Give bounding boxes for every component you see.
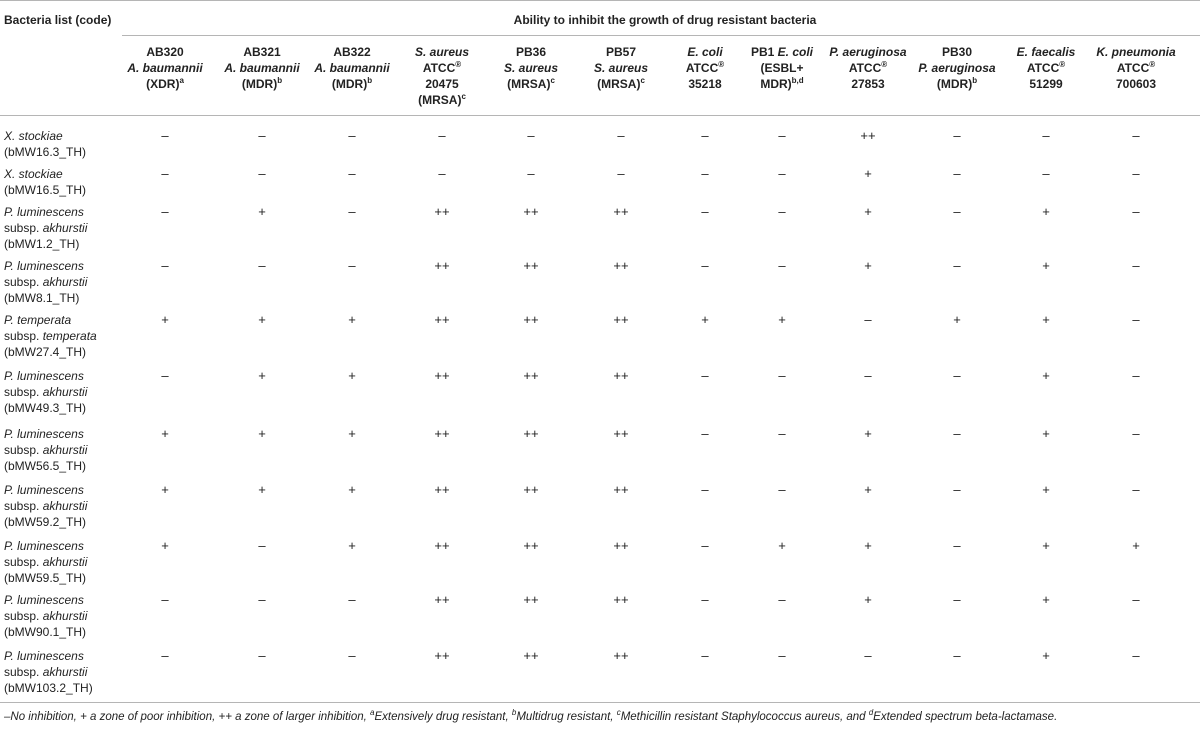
superscript: ® xyxy=(881,60,888,69)
text-part: 27853 xyxy=(851,77,885,91)
column-header-ab322 xyxy=(310,44,394,92)
table-cell: ++ xyxy=(434,648,450,663)
italic-part: akhurstii xyxy=(42,443,88,457)
table-cell: – xyxy=(864,368,872,383)
table-cell: – xyxy=(778,482,786,497)
text-part: ATCC xyxy=(848,61,882,75)
text-part: P. luminescens xyxy=(4,369,84,383)
footnote-text: Multidrug resistant, xyxy=(516,711,617,723)
text-part: AB322 xyxy=(333,45,371,59)
text-part: subsp. xyxy=(4,609,43,623)
table-cell: ++ xyxy=(523,482,539,497)
table-cell: ++ xyxy=(613,204,629,219)
table-cell: + xyxy=(1042,592,1050,607)
text-part: ATCC xyxy=(1026,61,1060,75)
text-part: PB30 xyxy=(941,45,973,59)
table-cell: – xyxy=(701,128,709,143)
column-header-ecoli-35218 xyxy=(668,44,742,92)
text-part: P. temperata xyxy=(4,313,72,327)
table-cell: – xyxy=(348,166,356,181)
table-cell: + xyxy=(161,426,169,441)
table-cell: – xyxy=(258,258,266,273)
table-cell: – xyxy=(161,368,169,383)
table-cell: – xyxy=(701,538,709,553)
footnote-marker: d xyxy=(868,708,874,718)
column-header-pb1-ecoli xyxy=(742,44,822,92)
italic-part: akhurstii xyxy=(42,275,88,289)
italic-part: akhurstii xyxy=(42,221,88,235)
column-header-kpneumonia-700603 xyxy=(1093,44,1179,92)
text-part: S. aureus xyxy=(414,45,470,59)
table-cell: + xyxy=(348,368,356,383)
superscript: b xyxy=(277,76,283,85)
footnote-text: –No inhibition, + a zone of poor inhibition, ++ a zone of larger inhibition, xyxy=(4,711,371,723)
table-cell: – xyxy=(161,592,169,607)
text-part: subsp. xyxy=(4,385,43,399)
table-cell: + xyxy=(953,312,961,327)
table-cell: + xyxy=(864,204,872,219)
table-cell: – xyxy=(778,204,786,219)
table-cell: – xyxy=(161,128,169,143)
table-cell: – xyxy=(617,128,625,143)
superscript: b,d xyxy=(791,76,804,85)
table-cell: – xyxy=(953,482,961,497)
table-cell: + xyxy=(1042,538,1050,553)
row-label xyxy=(4,592,87,640)
column-header-efaecalis-51299 xyxy=(1004,44,1088,92)
footnote-marker: c xyxy=(616,708,621,718)
spanner-rule xyxy=(122,35,1200,36)
table-cell: + xyxy=(1132,538,1140,553)
table-cell: – xyxy=(438,128,446,143)
row-label xyxy=(4,258,87,306)
text-part: S. aureus xyxy=(593,61,649,75)
text-part: P. luminescens xyxy=(4,649,84,663)
table-cell: – xyxy=(1132,312,1140,327)
text-part: subsp. xyxy=(4,275,43,289)
table-cell: ++ xyxy=(434,592,450,607)
table-cell: + xyxy=(258,204,266,219)
table-cell: – xyxy=(864,312,872,327)
text-part: P. aeruginosa xyxy=(918,61,996,75)
column-header-pb36 xyxy=(491,44,571,92)
table-cell: + xyxy=(701,312,709,327)
text-part: E. faecalis xyxy=(1016,45,1076,59)
superscript: b xyxy=(367,76,373,85)
table-cell: – xyxy=(953,258,961,273)
text-part: K. pneumonia xyxy=(1096,45,1176,59)
table-cell: ++ xyxy=(434,538,450,553)
text-part: (bMW59.5_TH) xyxy=(4,571,87,585)
table-cell: + xyxy=(1042,648,1050,663)
table-cell: + xyxy=(161,312,169,327)
superscript: ® xyxy=(1059,60,1066,69)
text-part: (MRSA) xyxy=(597,77,641,91)
footnote-text: Extended spectrum beta-lactamase. xyxy=(873,711,1058,723)
table-cell: ++ xyxy=(613,426,629,441)
text-part: (bMW27.4_TH) xyxy=(4,345,87,359)
column-header-ab320 xyxy=(123,44,207,92)
text-part: (ESBL+ xyxy=(760,61,804,75)
text-part: P. luminescens xyxy=(4,593,84,607)
text-part: (bMW90.1_TH) xyxy=(4,625,87,639)
table-cell: ++ xyxy=(434,204,450,219)
table-cell: – xyxy=(778,128,786,143)
column-header-pb30 xyxy=(914,44,1000,92)
table-cell: + xyxy=(864,426,872,441)
text-part: subsp. xyxy=(4,499,43,513)
table-cell: + xyxy=(864,482,872,497)
row-label xyxy=(4,128,86,160)
table-cell: ++ xyxy=(523,258,539,273)
table-cell: – xyxy=(953,592,961,607)
text-part: X. stockiae xyxy=(4,129,63,143)
column-header-ab321 xyxy=(220,44,304,92)
text-part: (MDR) xyxy=(331,77,368,91)
stub-header: Bacteria list (code) xyxy=(4,13,112,27)
table-cell: – xyxy=(258,648,266,663)
text-part: AB320 xyxy=(146,45,184,59)
table-cell: + xyxy=(864,166,872,181)
italic-part: akhurstii xyxy=(42,665,88,679)
table-cell: ++ xyxy=(613,482,629,497)
text-part: (MRSA) xyxy=(507,77,551,91)
text-part: S. aureus xyxy=(503,61,559,75)
table-cell: ++ xyxy=(523,312,539,327)
table-cell: ++ xyxy=(523,592,539,607)
text-part: A. baumannii xyxy=(224,61,300,75)
table-cell: – xyxy=(1132,128,1140,143)
row-label xyxy=(4,312,97,360)
table-cell: – xyxy=(701,648,709,663)
table-cell: – xyxy=(527,128,535,143)
text-part: X. stockiae xyxy=(4,167,63,181)
table-cell: – xyxy=(161,258,169,273)
table-cell: + xyxy=(778,538,786,553)
table-cell: + xyxy=(1042,258,1050,273)
text-part: A. baumannii xyxy=(127,61,203,75)
text-part: (bMW59.2_TH) xyxy=(4,515,87,529)
table-cell: + xyxy=(1042,204,1050,219)
table-cell: – xyxy=(1132,166,1140,181)
table-cell: – xyxy=(778,648,786,663)
text-part: (bMW49.3_TH) xyxy=(4,401,87,415)
table-cell: – xyxy=(348,128,356,143)
table-cell: – xyxy=(953,166,961,181)
text-part: subsp. xyxy=(4,329,43,343)
text-part: (XDR) xyxy=(146,77,180,91)
superscript: c xyxy=(550,76,555,85)
table-cell: ++ xyxy=(523,204,539,219)
footnote-marker: b xyxy=(511,708,517,718)
top-rule xyxy=(0,0,1200,1)
text-part: (bMW1.2_TH) xyxy=(4,237,80,251)
spanning-header: Ability to inhibit the growth of drug resistant bacteria xyxy=(513,13,817,27)
text-part: (MDR) xyxy=(241,77,278,91)
table-cell: – xyxy=(348,592,356,607)
table-cell: – xyxy=(701,426,709,441)
text-part: PB57 xyxy=(605,45,637,59)
italic-part: akhurstii xyxy=(42,385,88,399)
table-cell: – xyxy=(258,128,266,143)
text-part: P. luminescens xyxy=(4,539,84,553)
table-cell: ++ xyxy=(434,482,450,497)
table-cell: – xyxy=(701,482,709,497)
text-part: ATCC xyxy=(685,61,719,75)
table-cell: + xyxy=(1042,426,1050,441)
table-footnote xyxy=(4,708,1058,723)
text-part: ATCC xyxy=(1116,61,1150,75)
text-part: MDR) xyxy=(760,77,792,91)
italic-part: akhurstii xyxy=(42,499,88,513)
table-cell: – xyxy=(1042,128,1050,143)
table-cell: ++ xyxy=(523,538,539,553)
table-cell: – xyxy=(778,368,786,383)
table-cell: + xyxy=(864,538,872,553)
table-cell: ++ xyxy=(523,368,539,383)
row-label xyxy=(4,648,93,696)
table-cell: – xyxy=(1132,648,1140,663)
text-part: A. baumannii xyxy=(314,61,390,75)
text-part: 700603 xyxy=(1115,77,1157,91)
text-part: subsp. xyxy=(4,221,43,235)
row-label xyxy=(4,426,87,474)
table-cell: ++ xyxy=(434,312,450,327)
italic-part: temperata xyxy=(42,329,97,343)
table-cell: – xyxy=(701,204,709,219)
table-cell: + xyxy=(348,538,356,553)
table-cell: ++ xyxy=(434,258,450,273)
table-cell: – xyxy=(778,592,786,607)
table-cell: + xyxy=(348,312,356,327)
text-part: P. luminescens xyxy=(4,205,84,219)
footnote-text: Extensively drug resistant, xyxy=(374,711,512,723)
table-cell: + xyxy=(1042,368,1050,383)
table-cell: ++ xyxy=(860,128,876,143)
table-cell: + xyxy=(258,368,266,383)
table-cell: + xyxy=(864,258,872,273)
text-part: 20475 xyxy=(425,77,459,91)
text-part: AB321 xyxy=(243,45,281,59)
table-cell: ++ xyxy=(613,312,629,327)
table-cell: ++ xyxy=(523,426,539,441)
italic-part: E. coli xyxy=(777,45,814,59)
table-cell: + xyxy=(258,312,266,327)
table-cell: – xyxy=(778,426,786,441)
superscript: c xyxy=(640,76,645,85)
table-cell: – xyxy=(1132,204,1140,219)
table-cell: + xyxy=(258,426,266,441)
table-cell: – xyxy=(778,258,786,273)
text-part: (bMW103.2_TH) xyxy=(4,681,93,695)
text-part: 35218 xyxy=(688,77,722,91)
table-cell: – xyxy=(953,538,961,553)
superscript: b xyxy=(972,76,978,85)
header-rule xyxy=(0,115,1200,116)
table-cell: – xyxy=(1042,166,1050,181)
table-cell: – xyxy=(953,648,961,663)
table-cell: – xyxy=(348,204,356,219)
table-cell: + xyxy=(348,426,356,441)
table-cell: + xyxy=(1042,312,1050,327)
text-part: (MDR) xyxy=(936,77,973,91)
table-cell: – xyxy=(348,258,356,273)
table-cell: + xyxy=(258,482,266,497)
table-cell: – xyxy=(161,204,169,219)
superscript: c xyxy=(461,92,466,101)
text-part: (bMW16.5_TH) xyxy=(4,183,87,197)
table-cell: ++ xyxy=(613,538,629,553)
table-cell: + xyxy=(161,538,169,553)
table-cell: ++ xyxy=(613,368,629,383)
table-cell: – xyxy=(527,166,535,181)
superscript: ® xyxy=(718,60,725,69)
column-header-paeruginosa-27853 xyxy=(825,44,911,92)
text-part: subsp. xyxy=(4,443,43,457)
table-cell: – xyxy=(258,592,266,607)
table-cell: ++ xyxy=(523,648,539,663)
table-cell: – xyxy=(864,648,872,663)
row-label xyxy=(4,368,87,416)
text-part: PB1 xyxy=(750,45,778,59)
text-part: P. luminescens xyxy=(4,427,84,441)
table-cell: – xyxy=(438,166,446,181)
table-cell: + xyxy=(1042,482,1050,497)
text-part: (MRSA) xyxy=(418,93,462,107)
table-cell: ++ xyxy=(613,258,629,273)
footnote-text: Methicillin resistant Staphylococcus aureus, and xyxy=(620,711,869,723)
text-part: ATCC xyxy=(422,61,456,75)
table-cell: + xyxy=(161,482,169,497)
table-cell: – xyxy=(258,538,266,553)
table-cell: – xyxy=(1132,482,1140,497)
table-cell: – xyxy=(1132,426,1140,441)
table-cell: + xyxy=(864,592,872,607)
text-part: (bMW16.3_TH) xyxy=(4,145,87,159)
text-part: P. luminescens xyxy=(4,259,84,273)
italic-part: akhurstii xyxy=(42,555,88,569)
table-cell: + xyxy=(778,312,786,327)
table-cell: – xyxy=(953,128,961,143)
text-part: subsp. xyxy=(4,555,43,569)
row-label xyxy=(4,482,87,530)
text-part: P. aeruginosa xyxy=(829,45,907,59)
table-cell: – xyxy=(617,166,625,181)
text-part: P. luminescens xyxy=(4,483,84,497)
footnote-marker: a xyxy=(370,708,375,718)
table-cell: – xyxy=(953,426,961,441)
column-header-pb57 xyxy=(581,44,661,92)
text-part: (bMW56.5_TH) xyxy=(4,459,87,473)
table-cell: – xyxy=(1132,592,1140,607)
table-cell: – xyxy=(348,648,356,663)
table-cell: – xyxy=(701,592,709,607)
table-cell: – xyxy=(953,368,961,383)
table-cell: – xyxy=(953,204,961,219)
bottom-rule xyxy=(0,702,1200,703)
table-cell: – xyxy=(701,368,709,383)
row-label xyxy=(4,166,86,198)
italic-part: akhurstii xyxy=(42,609,88,623)
table-cell: – xyxy=(1132,258,1140,273)
table-cell: – xyxy=(161,166,169,181)
text-part: 51299 xyxy=(1029,77,1063,91)
superscript: ® xyxy=(455,60,462,69)
row-label xyxy=(4,204,87,252)
table-cell: ++ xyxy=(434,368,450,383)
text-part: E. coli xyxy=(687,45,723,59)
text-part: (bMW8.1_TH) xyxy=(4,291,80,305)
table-cell: – xyxy=(161,648,169,663)
table-cell: ++ xyxy=(613,592,629,607)
table-cell: – xyxy=(701,166,709,181)
table-cell: ++ xyxy=(434,426,450,441)
table-cell: + xyxy=(348,482,356,497)
superscript: a xyxy=(179,76,184,85)
row-label xyxy=(4,538,87,586)
table-cell: – xyxy=(778,166,786,181)
text-part: subsp. xyxy=(4,665,43,679)
table-cell: – xyxy=(701,258,709,273)
column-header-saureus-20475 xyxy=(402,44,482,108)
text-part: PB36 xyxy=(515,45,547,59)
superscript: ® xyxy=(1149,60,1156,69)
table-cell: – xyxy=(1132,368,1140,383)
table-cell: ++ xyxy=(613,648,629,663)
table-cell: – xyxy=(258,166,266,181)
